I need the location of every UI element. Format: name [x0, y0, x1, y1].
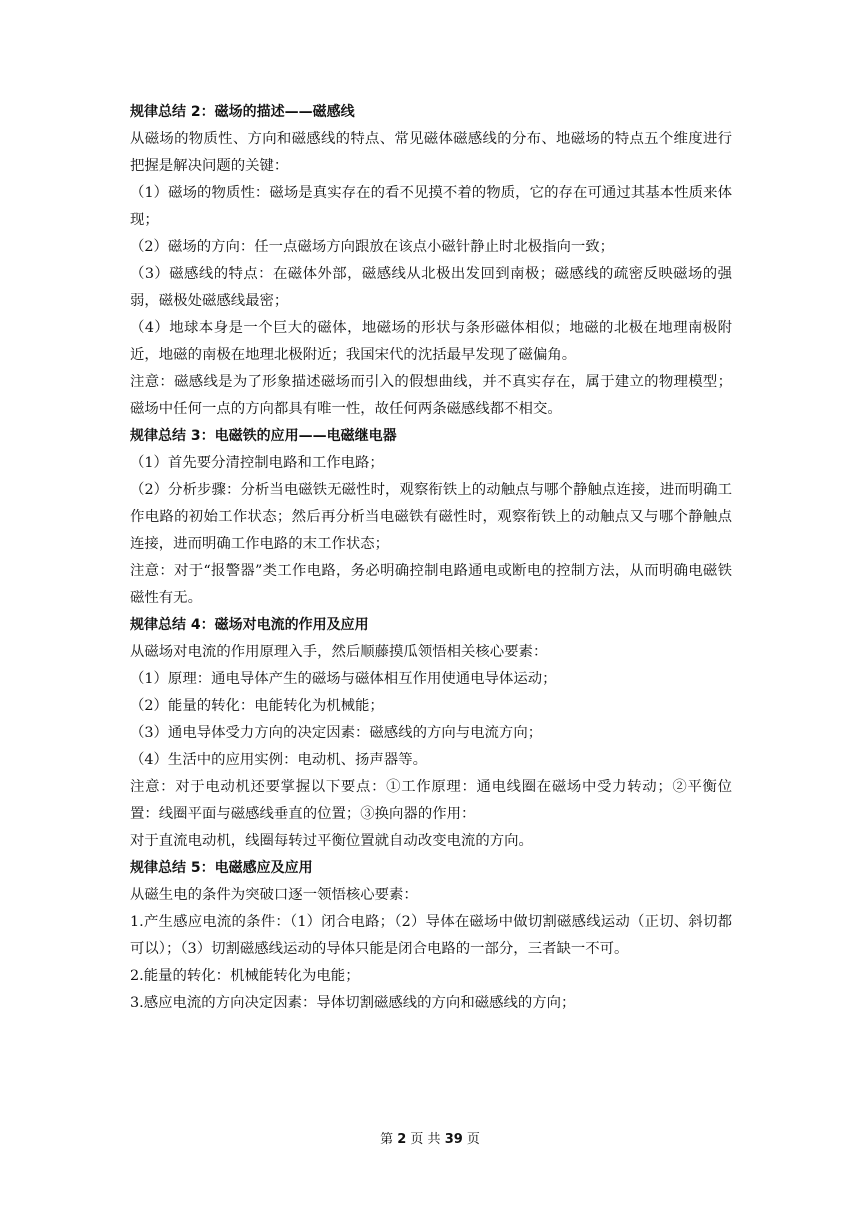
paragraph: 对于直流电动机，线圈每转过平衡位置就自动改变电流的方向。 [130, 833, 533, 849]
paragraph: （4）生活中的应用实例：电动机、扬声器等。 [130, 752, 427, 768]
paragraph: 注意：对于“报警器”类工作电路，务必明确控制电路通电或断电的控制方法，从而明确电磁铁磁性有无。 [130, 563, 732, 606]
footer-suffix: 页 [466, 1132, 480, 1147]
paragraph: （3）磁感线的特点：在磁体外部，磁感线从北极出发回到南极；磁感线的疏密反映磁场的强弱，磁极处磁感线最密； [130, 266, 732, 309]
paragraph: 注意：磁感线是为了形象描述磁场而引入的假想曲线，并不真实存在，属于建立的物理模型；磁场中任何一点的方向都具有唯一性，故任何两条磁感线都不相交。 [130, 374, 732, 417]
paragraph: （1）首先要分清控制电路和工作电路； [130, 455, 384, 471]
paragraph: （4）地球本身是一个巨大的磁体，地磁场的形状与条形磁体相似；地磁的北极在地理南极附近，地磁的南极在地理北极附近；我国宋代的沈括最早发现了磁偏角。 [130, 320, 732, 363]
page-footer [0, 1130, 860, 1150]
section-heading: 规律总结 2：磁场的描述——磁感线 [130, 104, 355, 120]
paragraph: （3）通电导体受力方向的决定因素：磁感线的方向与电流方向； [130, 725, 543, 741]
section-heading: 规律总结 4：磁场对电流的作用及应用 [130, 617, 369, 633]
footer-prefix: 第 [380, 1132, 394, 1147]
section-heading: 规律总结 5：电磁感应及应用 [130, 860, 313, 876]
paragraph: 2.能量的转化：机械能转化为电能； [130, 968, 360, 984]
paragraph: （2）分析步骤：分析当电磁铁无磁性时，观察衔铁上的动触点与哪个静触点连接，进而明确工作电路的初始工作状态；然后再分析当电磁铁有磁性时，观察衔铁上的动触点又与哪个静触点连接，进而明确工作电路的末工作状态； [130, 482, 732, 552]
paragraph: 从磁生电的条件为突破口逐一领悟核心要素： [130, 887, 418, 903]
paragraph: （2）磁场的方向：任一点磁场方向跟放在该点小磁针静止时北极指向一致； [130, 239, 615, 255]
paragraph: 1.产生感应电流的条件：（1）闭合电路；（2）导体在磁场中做切割磁感线运动（正切、斜切都可以）；（3）切割磁感线运动的导体只能是闭合电路的一部分，三者缺一不可。 [130, 914, 732, 957]
paragraph: 注意：对于电动机还要掌握以下要点：①工作原理：通电线圈在磁场中受力转动；②平衡位置：线圈平面与磁感线垂直的位置；③换向器的作用： [130, 779, 732, 822]
footer-middle: 页 共 [410, 1132, 441, 1147]
total-page-count: 39 [444, 1132, 463, 1147]
paragraph: 从磁场的物质性、方向和磁感线的特点、常见磁体磁感线的分布、地磁场的特点五个维度进行把握是解决问题的关键： [130, 131, 732, 174]
current-page-number: 2 [397, 1132, 407, 1147]
paragraph: （1）磁场的物质性：磁场是真实存在的看不见摸不着的物质，它的存在可通过其基本性质来体现； [130, 185, 732, 228]
paragraph: （2）能量的转化：电能转化为机械能； [130, 698, 384, 714]
document-body [130, 99, 732, 1017]
section-heading: 规律总结 3：电磁铁的应用——电磁继电器 [130, 428, 397, 444]
paragraph: 从磁场对电流的作用原理入手，然后顺藤摸瓜领悟相关核心要素： [130, 644, 548, 660]
paragraph: 3.感应电流的方向决定因素：导体切割磁感线的方向和磁感线的方向； [130, 995, 576, 1011]
paragraph: （1）原理：通电导体产生的磁场与磁体相互作用使通电导体运动； [130, 671, 557, 687]
